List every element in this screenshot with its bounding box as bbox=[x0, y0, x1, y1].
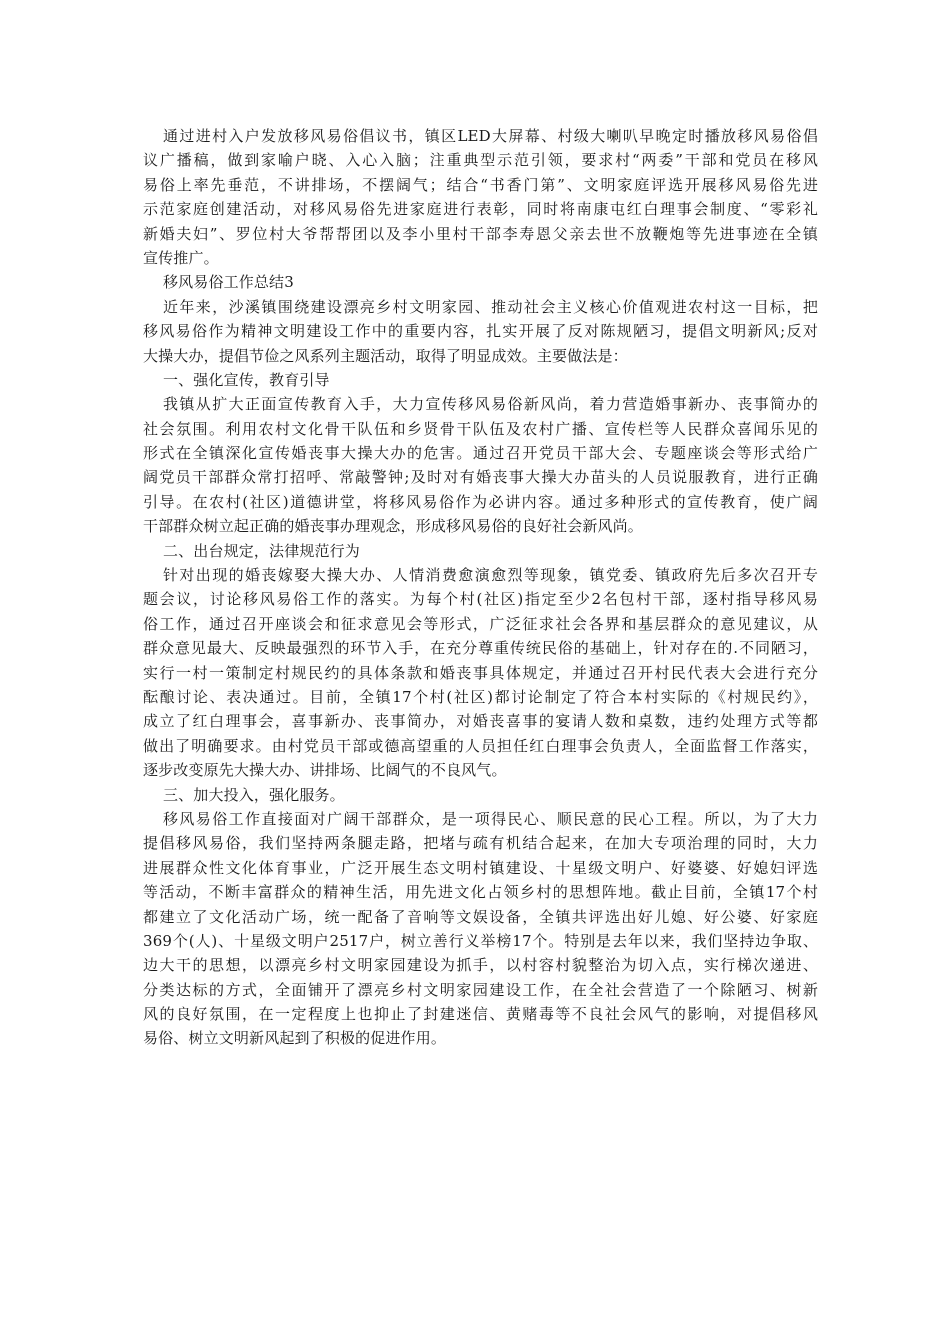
text-line: 369个(人)、十星级文明户2517户，树立善行义举榜17个。特别是去年以来，我们坚持边争取、 bbox=[143, 931, 818, 950]
text-line: 移风易俗工作直接面对广阔干部群众，是一项得民心、顺民意的民心工程。所以，为了大力 bbox=[163, 809, 818, 828]
text-line: 我镇从扩大正面宣传教育入手，大力宣传移风易俗新风尚，着力营造婚事新办、丧事简办的 bbox=[163, 395, 818, 414]
text-line: 风的良好氛围，在一定程度上也抑止了封建迷信、黄赌毒等不良社会风气的影响，对提倡移风 bbox=[143, 1005, 818, 1024]
text-line: 易俗上率先垂范，不讲排场，不摆阔气；结合“书香门第”、文明家庭评选开展移风易俗先进 bbox=[143, 175, 818, 194]
text-line: 形式在全镇深化宣传婚丧事大操大办的危害。通过召开党员干部大会、专题座谈会等形式给广 bbox=[143, 444, 818, 463]
text-line: 移风易俗工作总结3 bbox=[163, 273, 294, 292]
text-line: 都建立了文化活动广场，统一配备了音响等文娱设备，全镇共评选出好儿媳、好公婆、好家庭 bbox=[143, 907, 818, 926]
text-line: 等活动，不断丰富群众的精神生活，用先进文化占领乡村的思想阵地。截止目前，全镇17个村 bbox=[143, 883, 818, 902]
text-line: 实行一村一策制定村规民约的具体条款和婚丧事具体规定，并通过召开村民代表大会进行充分 bbox=[143, 663, 818, 682]
document-body bbox=[143, 124, 818, 1051]
text-line: 一、强化宣传，教育引导 bbox=[163, 370, 330, 389]
text-line: 题会议，讨论移风易俗工作的落实。为每个村(社区)指定至少2名包村干部，逐村指导移风易 bbox=[143, 590, 818, 609]
text-line: 示范家庭创建活动，对移风易俗先进家庭进行表彰，同时将南康屯红白理事会制度、“零彩礼 bbox=[143, 200, 818, 219]
text-line: 逐步改变原先大操大办、讲排场、比阔气的不良风气。 bbox=[143, 761, 507, 780]
text-line: 群众意见最大、反映最强烈的环节入手，在充分尊重传统民俗的基础上，针对存在的.不同陋习， bbox=[143, 639, 818, 658]
text-line: 针对出现的婚丧嫁娶大操大办、人情消费愈演愈烈等现象，镇党委、镇政府先后多次召开专 bbox=[163, 566, 818, 585]
text-line: 阔党员干部群众常打招呼、常敲警钟;及时对有婚丧事大操大办苗头的人员说服教育，进行正确 bbox=[143, 468, 818, 487]
text-line: 提倡移风易俗，我们坚持两条腿走路，把堵与疏有机结合起来，在加大专项治理的同时，大力 bbox=[143, 834, 818, 853]
text-line: 成立了红白理事会，喜事新办、丧事简办，对婚丧喜事的宴请人数和桌数，违约处理方式等都 bbox=[143, 712, 818, 731]
text-line: 引导。在农村(社区)道德讲堂，将移风易俗作为必讲内容。通过多种形式的宣传教育，使广阔 bbox=[143, 492, 818, 511]
text-line: 近年来，沙溪镇围绕建设漂亮乡村文明家园、推动社会主义核心价值观进农村这一目标，把 bbox=[163, 297, 818, 316]
text-line: 大操大办，提倡节俭之风系列主题活动，取得了明显成效。主要做法是： bbox=[143, 346, 628, 365]
text-line: 社会氛围。利用农村文化骨干队伍和乡贤骨干队伍及农村广播、宣传栏等人民群众喜闻乐见的 bbox=[143, 419, 818, 438]
text-line: 分类达标的方式，全面铺开了漂亮乡村文明家园建设工作，在全社会营造了一个除陋习、树新 bbox=[143, 980, 818, 999]
text-line: 宣传推广。 bbox=[143, 248, 219, 267]
text-line: 俗工作，通过召开座谈会和征求意见会等形式，广泛征求社会各界和基层群众的意见建议，从 bbox=[143, 614, 818, 633]
text-line: 移风易俗作为精神文明建设工作中的重要内容，扎实开展了反对陈规陋习，提倡文明新风;反对 bbox=[143, 322, 818, 341]
text-line: 议广播稿，做到家喻户晓、入心入脑；注重典型示范引领，要求村“两委”干部和党员在移风 bbox=[143, 151, 818, 170]
text-line: 干部群众树立起正确的婚丧事办理观念，形成移风易俗的良好社会新风尚。 bbox=[143, 517, 643, 536]
text-line: 通过进村入户发放移风易俗倡议书，镇区LED大屏幕、村级大喇叭早晚定时播放移风易俗倡 bbox=[163, 127, 818, 145]
text-line: 二、出台规定，法律规范行为 bbox=[163, 541, 360, 560]
text-line: 酝酿讨论、表决通过。目前，全镇17个村(社区)都讨论制定了符合本村实际的《村规民约》， bbox=[143, 687, 818, 706]
text-line: 做出了明确要求。由村党员干部或德高望重的人员担任红白理事会负责人，全面监督工作落实， bbox=[143, 736, 818, 755]
text-line: 三、加大投入，强化服务。 bbox=[163, 785, 345, 804]
text-line: 易俗、树立文明新风起到了积极的促进作用。 bbox=[143, 1029, 447, 1048]
text-line: 进展群众性文化体育事业，广泛开展生态文明村镇建设、十星级文明户、好婆婆、好媳妇评选 bbox=[143, 858, 818, 877]
text-line: 新婚夫妇”、罗位村大爷帮帮团以及李小里村干部李寿恩父亲去世不放鞭炮等先进事迹在全镇 bbox=[143, 224, 818, 243]
text-line: 边大干的思想，以漂亮乡村文明家园建设为抓手，以村容村貌整治为切入点，实行梯次递进、 bbox=[143, 956, 818, 975]
